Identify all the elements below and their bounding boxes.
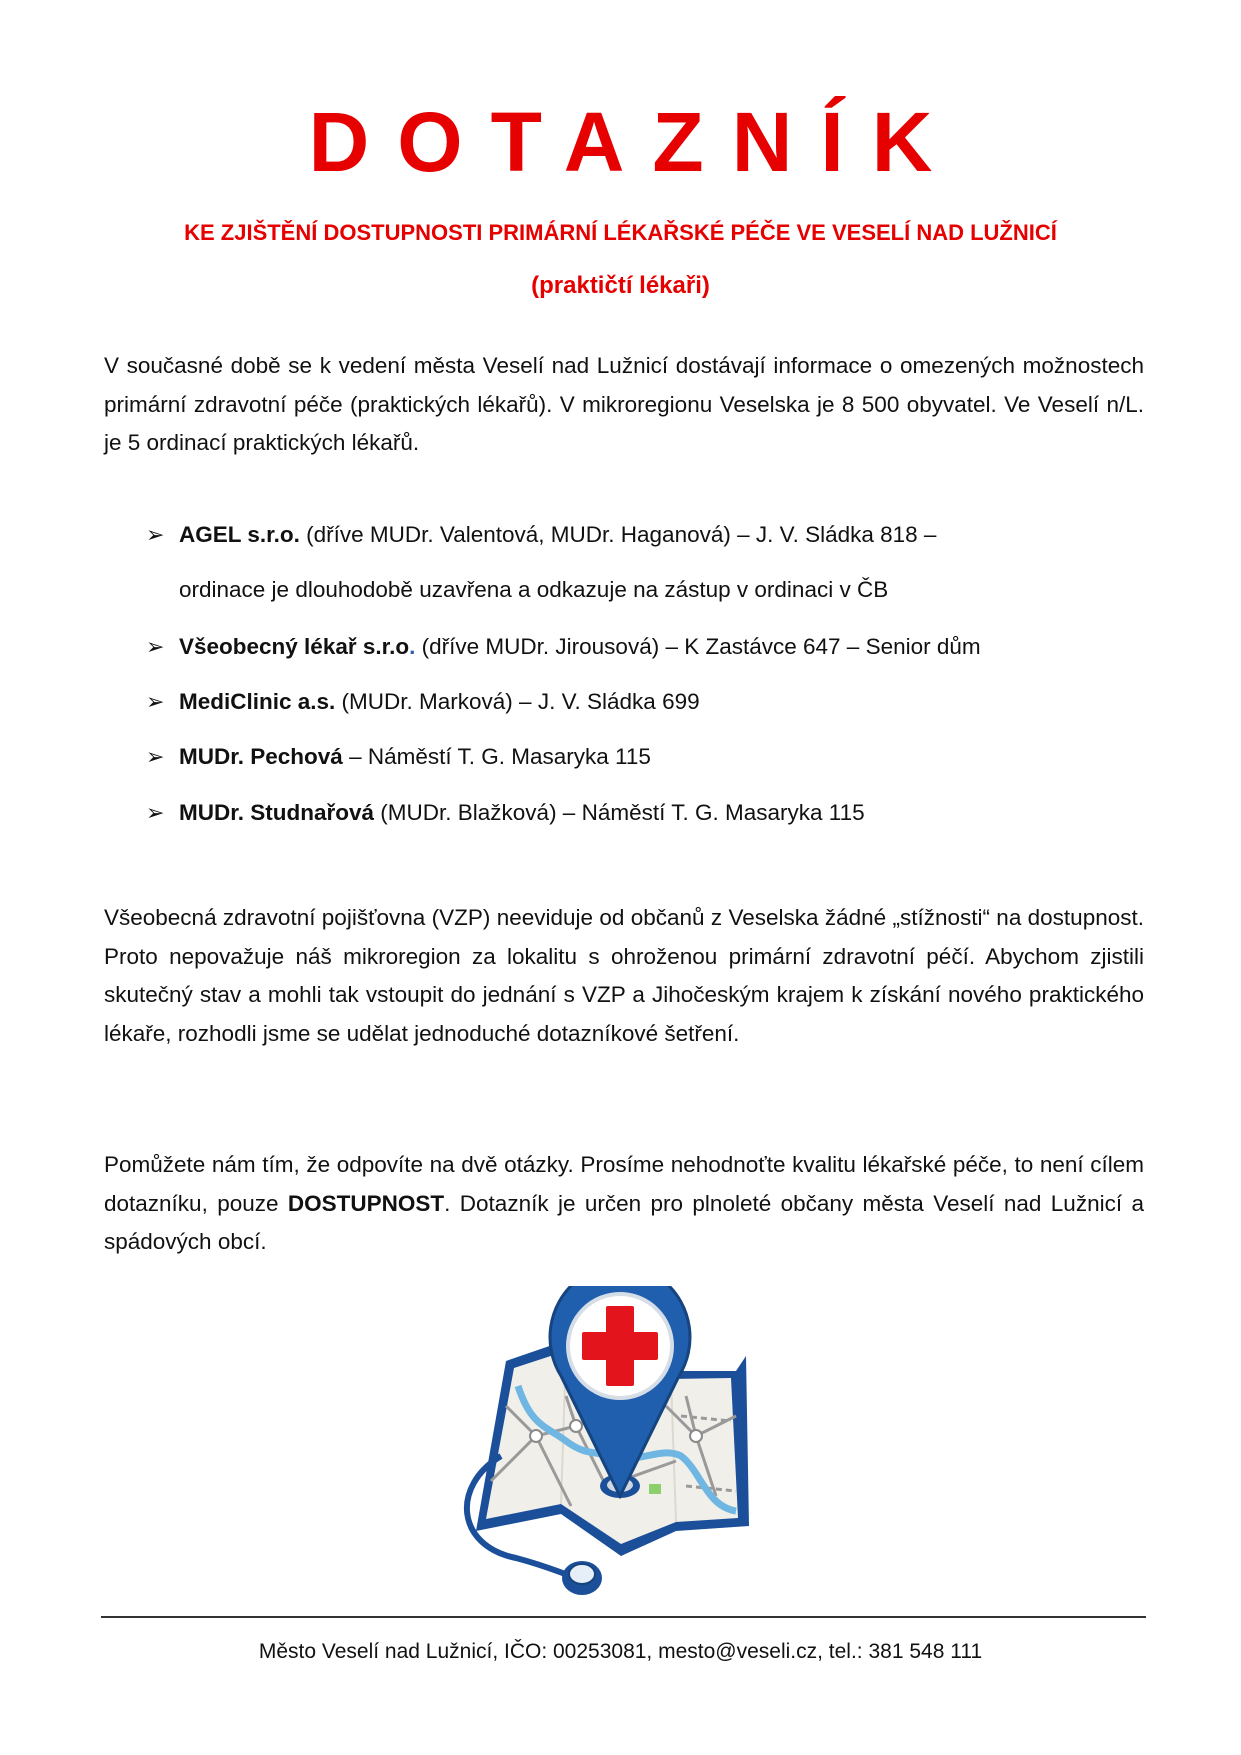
document-subtitle-note: (praktičtí lékaři) bbox=[531, 272, 710, 299]
practice-note: ordinace je dlouhodobě uzavřena a odkazuje na zástup v ordinaci v ČB bbox=[179, 577, 889, 602]
practice-detail: (dříve MUDr. Valentová, MUDr. Haganová) – J. V. Sládka 818 – bbox=[299, 522, 937, 547]
practice-detail: (MUDr. Marková) – J. V. Sládka 699 bbox=[335, 689, 700, 714]
arrow-bullet-icon: ➢ bbox=[146, 522, 165, 547]
document-title: DOTAZNÍK bbox=[308, 95, 961, 189]
arrow-bullet-icon: ➢ bbox=[146, 634, 165, 659]
arrow-bullet-icon: ➢ bbox=[146, 800, 165, 825]
arrow-bullet-icon: ➢ bbox=[146, 689, 165, 714]
request-text-end: . Dotazník je určen pro plnoleté občany města Veselí nad Lužnicí a spádových obcí. bbox=[104, 1190, 1144, 1254]
intro-paragraph: V současné době se k vedení města Veselí nad Lužnicí dostávají informace o omezených možnostech primární zdravotní péče (praktických lékařů). V mikroregionu Veselska je 8 500 obyvatel. Ve Veselí n/L. je 5 ordinací praktických lékařů. bbox=[104, 353, 1144, 455]
footer-divider bbox=[101, 1616, 1146, 1618]
practice-name: AGEL s.r.o. bbox=[179, 522, 300, 547]
list-item bbox=[146, 520, 1146, 550]
practice-name-dot: . bbox=[409, 634, 416, 659]
vzp-paragraph: Všeobecná zdravotní pojišťovna (VZP) neeviduje od občanů z Veselska žádné „stížnosti“ na dostupnost. Proto nepovažuje náš mikroregion za lokalitu s ohroženou primární zdravotní péčí. Abychom zjistili skutečný stav a mohli tak vstoupit do jednání s VZP a Jihočeským krajem k získání nového praktického lékaře, rozhodli jsme se udělat jednoduché dotazníkové šetření. bbox=[104, 905, 1144, 1046]
practice-detail: (MUDr. Blažková) – Náměstí T. G. Masaryka 115 bbox=[374, 800, 865, 825]
emphasis-dostupnost: DOSTUPNOST bbox=[287, 1190, 445, 1216]
practice-name: MUDr. Studnařová bbox=[179, 800, 375, 825]
map-pin-medical-icon bbox=[436, 1286, 806, 1602]
practice-name: MediClinic a.s. bbox=[179, 689, 336, 714]
footer-contact: Město Veselí nad Lužnicí, IČO: 00253081, mesto@veseli.cz, tel.: 381 548 111 bbox=[258, 1640, 983, 1663]
arrow-bullet-icon: ➢ bbox=[146, 744, 165, 769]
practice-detail: – Náměstí T. G. Masaryka 115 bbox=[342, 744, 651, 769]
practice-name: Všeobecný lékař s.r.o bbox=[179, 634, 410, 659]
practice-detail: (dříve MUDr. Jirousová) – K Zastávce 647 – Senior dům bbox=[415, 634, 981, 659]
list-item bbox=[146, 687, 1146, 717]
request-text: Pomůžete nám tím, že odpovíte na dvě otázky. Prosíme nehodnoťte kvalitu lékařské péče, to není cílem dotazníku, pouze bbox=[104, 1152, 1144, 1216]
map-pin-medical-illustration bbox=[436, 1286, 806, 1602]
list-item bbox=[146, 742, 1146, 772]
practice-name: MUDr. Pechová bbox=[179, 744, 343, 769]
request-paragraph bbox=[104, 1146, 1144, 1262]
document-subtitle: KE ZJIŠTĚNÍ DOSTUPNOSTI PRIMÁRNÍ LÉKAŘSKÉ PÉČE VE VESELÍ NAD LUŽNICÍ bbox=[184, 220, 1057, 245]
list-item bbox=[146, 798, 1146, 828]
list-item bbox=[146, 632, 1146, 662]
